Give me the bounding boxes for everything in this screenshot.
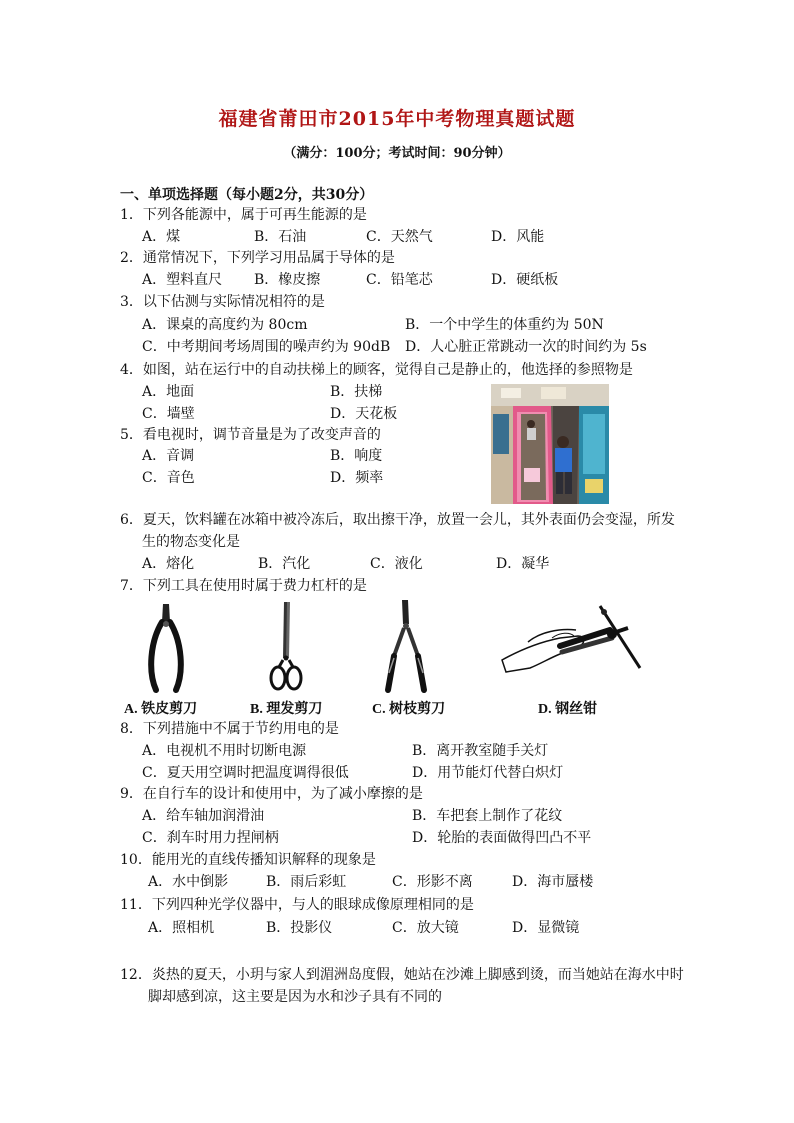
branch-shears-icon xyxy=(384,598,428,694)
q3-option-d: D．人心脏正常跳动一次的时间约为 5s xyxy=(405,339,647,355)
q5-stem: 5．看电视时，调节音量是为了改变声音的 xyxy=(120,427,381,443)
q4-option-d: D．天花板 xyxy=(330,406,398,422)
q4-option-c: C．墙壁 xyxy=(142,406,195,422)
q9-option-c: C．刹车时用力捏闸柄 xyxy=(142,830,279,846)
q11-option-d: D．显微镜 xyxy=(512,920,580,936)
q6-option-a: A．熔化 xyxy=(142,556,195,572)
q11-option-b: B．投影仪 xyxy=(266,920,333,936)
q2-option-a: A．塑料直尺 xyxy=(142,272,223,288)
q10-option-d: D．海市蜃楼 xyxy=(512,874,594,890)
pliers-in-hand-icon xyxy=(500,602,648,676)
q2-stem: 2．通常情况下，下列学习用品属于导体的是 xyxy=(120,250,395,266)
q9-stem: 9．在自行车的设计和使用中，为了减小摩擦的是 xyxy=(120,786,423,802)
q5-option-d: D．频率 xyxy=(330,470,384,486)
page-title: 福建省莆田市2015年中考物理真题试题 xyxy=(218,108,576,130)
q10-option-c: C．形影不离 xyxy=(392,874,473,890)
q3-stem: 3．以下估测与实际情况相符的是 xyxy=(120,294,325,310)
q12-stem-line1: 12．炎热的夏天，小玥与家人到湄洲岛度假，她站在沙滩上脚感到烫，而当她站在海水中时 xyxy=(120,967,684,983)
q10-stem: 10．能用光的直线传播知识解释的现象是 xyxy=(120,852,376,868)
q1-option-b: B．石油 xyxy=(254,229,307,245)
q8-option-a: A．电视机不用时切断电源 xyxy=(142,743,307,759)
q6-stem-line2: 生的物态变化是 xyxy=(142,534,240,550)
escalator-photo xyxy=(491,384,609,504)
q9-option-a: A．给车轴加润滑油 xyxy=(142,808,265,824)
hair-scissors-icon xyxy=(268,600,304,694)
q7-stem: 7．下列工具在使用时属于费力杠杆的是 xyxy=(120,578,367,594)
q2-option-d: D．硬纸板 xyxy=(491,272,559,288)
q1-option-a: A．煤 xyxy=(142,229,181,245)
q7-option-d: D. 钢丝钳 xyxy=(538,702,598,717)
q6-option-b: B．汽化 xyxy=(258,556,311,572)
q11-stem: 11．下列四种光学仪器中，与人的眼球成像原理相同的是 xyxy=(120,897,474,913)
q3-option-a: A．课桌的高度约为 80cm xyxy=(142,317,308,333)
q4-stem: 4．如图，站在运行中的自动扶梯上的顾客，觉得自己是静止的，他选择的参照物是 xyxy=(120,362,633,378)
q5-option-b: B．响度 xyxy=(330,448,383,464)
q8-stem: 8．下列措施中不属于节约用电的是 xyxy=(120,721,339,737)
q5-option-c: C．音色 xyxy=(142,470,195,486)
q1-stem: 1．下列各能源中，属于可再生能源的是 xyxy=(120,207,367,223)
q9-option-b: B．车把套上制作了花纹 xyxy=(412,808,563,824)
q11-option-c: C．放大镜 xyxy=(392,920,459,936)
q6-option-c: C．液化 xyxy=(370,556,423,572)
q10-option-b: B．雨后彩虹 xyxy=(266,874,347,890)
q7-option-c: C. 树枝剪刀 xyxy=(372,702,446,717)
q9-option-d: D．轮胎的表面做得凹凸不平 xyxy=(412,830,592,846)
q6-stem-line1: 6．夏天，饮料罐在冰箱中被冷冻后，取出擦干净，放置一会儿，其外表面仍会变湿，所发 xyxy=(120,512,675,528)
q8-option-d: D．用节能灯代替白炽灯 xyxy=(412,765,564,781)
q2-option-b: B．橡皮擦 xyxy=(254,272,321,288)
q11-option-a: A．照相机 xyxy=(148,920,215,936)
q7-option-a: A. 铁皮剪刀 xyxy=(124,702,198,717)
q8-option-c: C．夏天用空调时把温度调得很低 xyxy=(142,765,349,781)
q3-option-c: C．中考期间考场周围的噪声约为 90dB xyxy=(142,339,391,355)
section-heading: 一、单项选择题（每小题2分，共30分） xyxy=(120,187,374,203)
q12-stem-line2: 脚却感到凉，这主要是因为水和沙子具有不同的 xyxy=(148,989,442,1005)
q3-option-b: B．一个中学生的体重约为 50N xyxy=(405,317,604,333)
q2-option-c: C．铅笔芯 xyxy=(366,272,433,288)
q6-option-d: D．凝华 xyxy=(496,556,550,572)
q4-option-b: B．扶梯 xyxy=(330,384,383,400)
q5-option-a: A．音调 xyxy=(142,448,195,464)
exam-info: （满分：100分；考试时间：90分钟） xyxy=(283,146,511,161)
q1-option-d: D．风能 xyxy=(491,229,545,245)
q10-option-a: A．水中倒影 xyxy=(148,874,229,890)
q4-option-a: A．地面 xyxy=(142,384,195,400)
q8-option-b: B．离开教室随手关灯 xyxy=(412,743,549,759)
q7-option-b: B. 理发剪刀 xyxy=(250,702,323,717)
q1-option-c: C．天然气 xyxy=(366,229,433,245)
tin-snips-icon xyxy=(146,602,186,694)
